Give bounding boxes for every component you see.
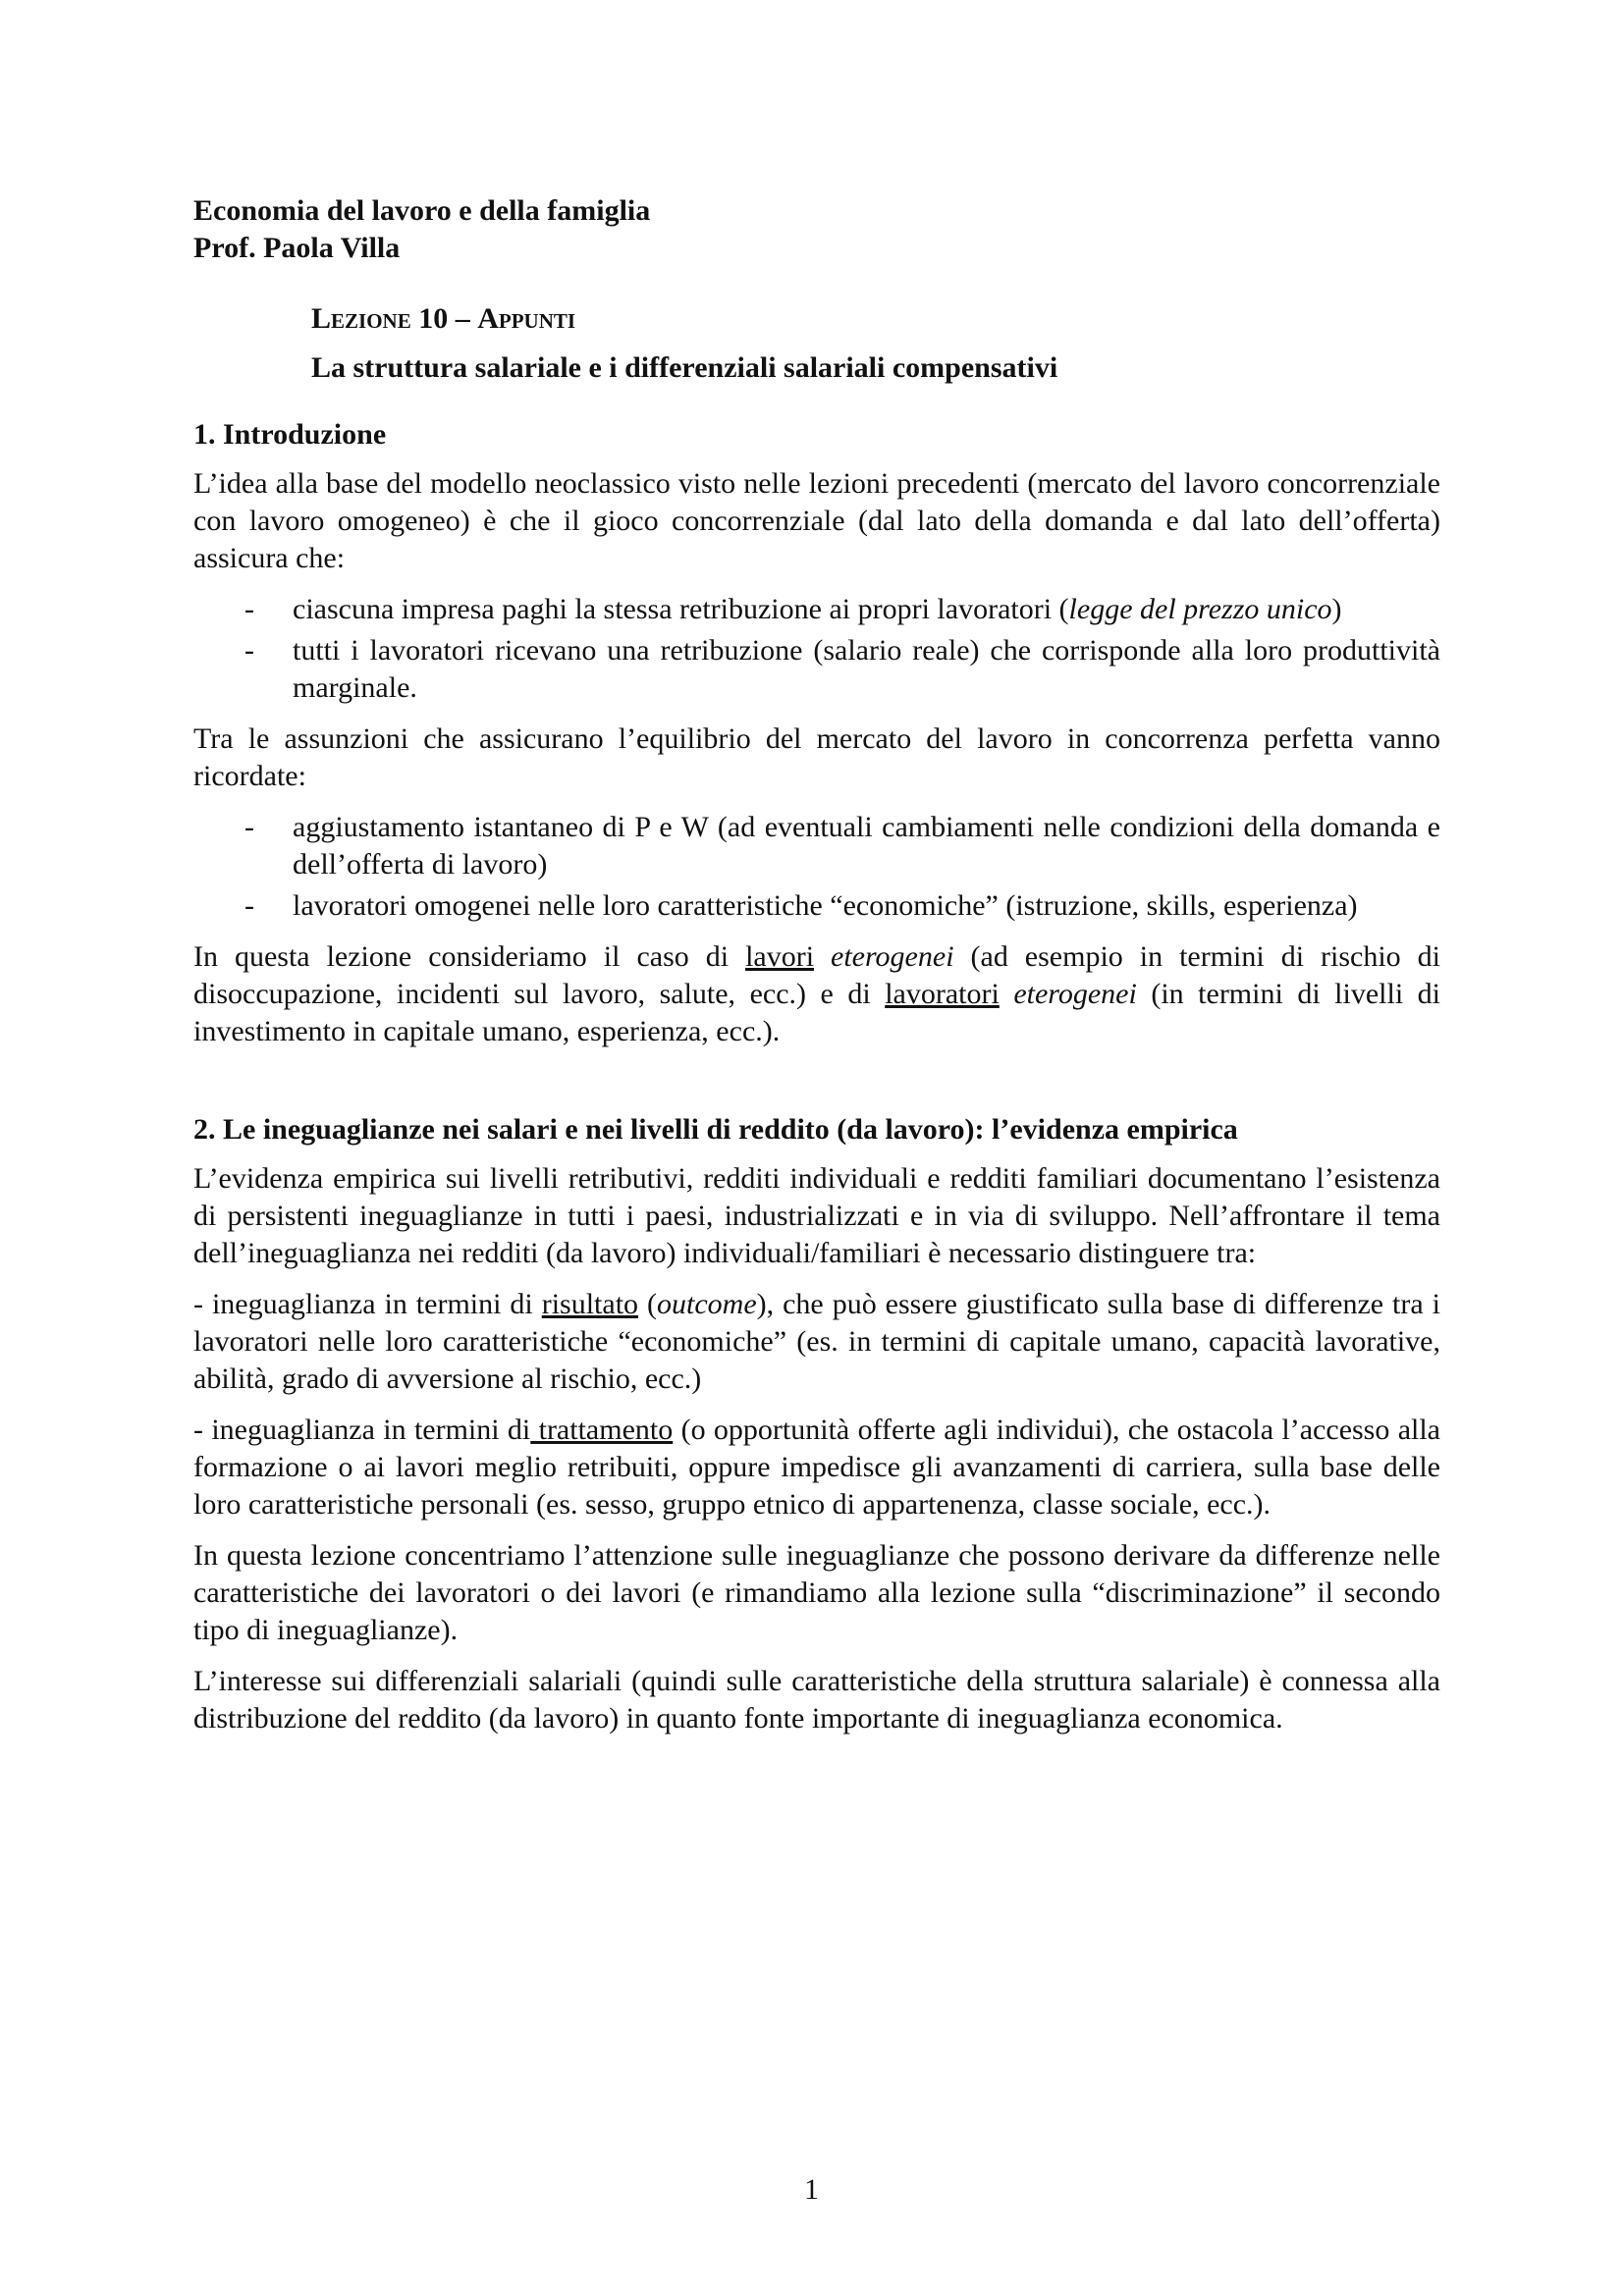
list-dash: - xyxy=(244,634,254,667)
notes-word: Appunti xyxy=(477,302,576,335)
page-number: 1 xyxy=(804,2173,819,2206)
section-2-paragraph-1: L’evidenza empirica sui livelli retributivi, redditi individuali e redditi familiari documentano l’esistenza di persistenti ineguaglianze in tutti i paesi, industrializzati e in via di sviluppo. Nell’affrontare il tema dell’ineguaglianza nei redditi (da lavoro) individuali/familiari è necessario distinguere tra: xyxy=(193,1162,1440,1269)
professor-name: Prof. Paola Villa xyxy=(193,232,401,264)
section-1-list-1 xyxy=(193,591,1440,707)
list-item: - lavoratori omogenei nelle loro caratteristiche “economiche” (istruzione, skills, esperienza) xyxy=(193,887,1440,925)
lesson-subtitle: La struttura salariale e i differenziali salariali compensativi xyxy=(311,351,1058,384)
section-2-paragraph-3: - ineguaglianza in termini di trattamento (o opportunità offerte agli individui), che ostacola l’accesso alla formazione o ai lavori meglio retribuiti, oppure impedisce gli avanzamenti di carriera, sulla base delle loro caratteristiche personali (es. sesso, gruppo etnico di appartenenza, classe sociale, ecc.). xyxy=(193,1414,1440,1521)
list-dash: - xyxy=(244,811,254,843)
list-item: - ciascuna impresa paghi la stessa retribuzione ai propri lavoratori (legge del prezzo unico) xyxy=(193,591,1440,628)
lesson-title-block xyxy=(193,300,1440,387)
section-1-paragraph-1: L’idea alla base del modello neoclassico visto nelle lezioni precedenti (mercato del lavoro concorrenziale con lavoro omogeneo) è che il gioco concorrenziale (dal lato della domanda e dal lato dell’offerta) assicura che: xyxy=(193,467,1440,574)
section-2-paragraph-5: L’interesse sui differenziali salariali (quindi sulle caratteristiche della struttura salariale) è connessa alla distribuzione del reddito (da lavoro) in quanto fonte importante di ineguaglianza economica. xyxy=(193,1665,1440,1735)
list-item: - aggiustamento istantaneo di P e W (ad eventuali cambiamenti nelle condizioni della domanda e dell’offerta di lavoro) xyxy=(244,811,1440,881)
lesson-word: Lezione xyxy=(311,302,411,335)
section-2-paragraph-2: - ineguaglianza in termini di risultato (outcome), che può essere giustificato sulla base di differenze tra i lavoratori nelle loro caratteristiche “economiche” (es. in termini di capitale umano, capacità lavorative, abilità, grado di avversione al rischio, ecc.) xyxy=(193,1288,1440,1395)
section-1-list-2 xyxy=(193,809,1440,925)
list-item: - tutti i lavoratori ricevano una retribuzione (salario reale) che corrisponde alla loro produttività marginale. xyxy=(244,634,1440,704)
page-content xyxy=(193,192,1440,1751)
lesson-heading xyxy=(311,300,1440,338)
list-dash: - xyxy=(244,889,254,922)
section-1-heading: 1. Introduzione xyxy=(193,418,387,451)
section-2-heading: 2. Le ineguaglianze nei salari e nei livelli di reddito (da lavoro): l’evidenza empirica xyxy=(193,1113,1238,1146)
list-dash: - xyxy=(244,593,254,625)
section-2-paragraph-4: In questa lezione concentriamo l’attenzione sulle ineguaglianze che possono derivare da differenze nelle caratteristiche dei lavoratori o dei lavori (e rimandiamo alla lezione sulla “discriminazione” il secondo tipo di ineguaglianze). xyxy=(193,1539,1440,1646)
section-1-paragraph-2: Tra le assunzioni che assicurano l’equilibrio del mercato del lavoro in concorrenza perfetta vanno ricordate: xyxy=(193,722,1440,792)
lesson-number: 10 – xyxy=(410,302,478,335)
section-1-paragraph-3: In questa lezione consideriamo il caso di lavori eterogenei (ad esempio in termini di rischio di disoccupazione, incidenti sul lavoro, salute, ecc.) e di lavoratori eterogenei (in termini di livelli di investimento in capitale umano, esperienza, ecc.). xyxy=(193,940,1441,1047)
course-title: Economia del lavoro e della famiglia xyxy=(193,194,651,227)
